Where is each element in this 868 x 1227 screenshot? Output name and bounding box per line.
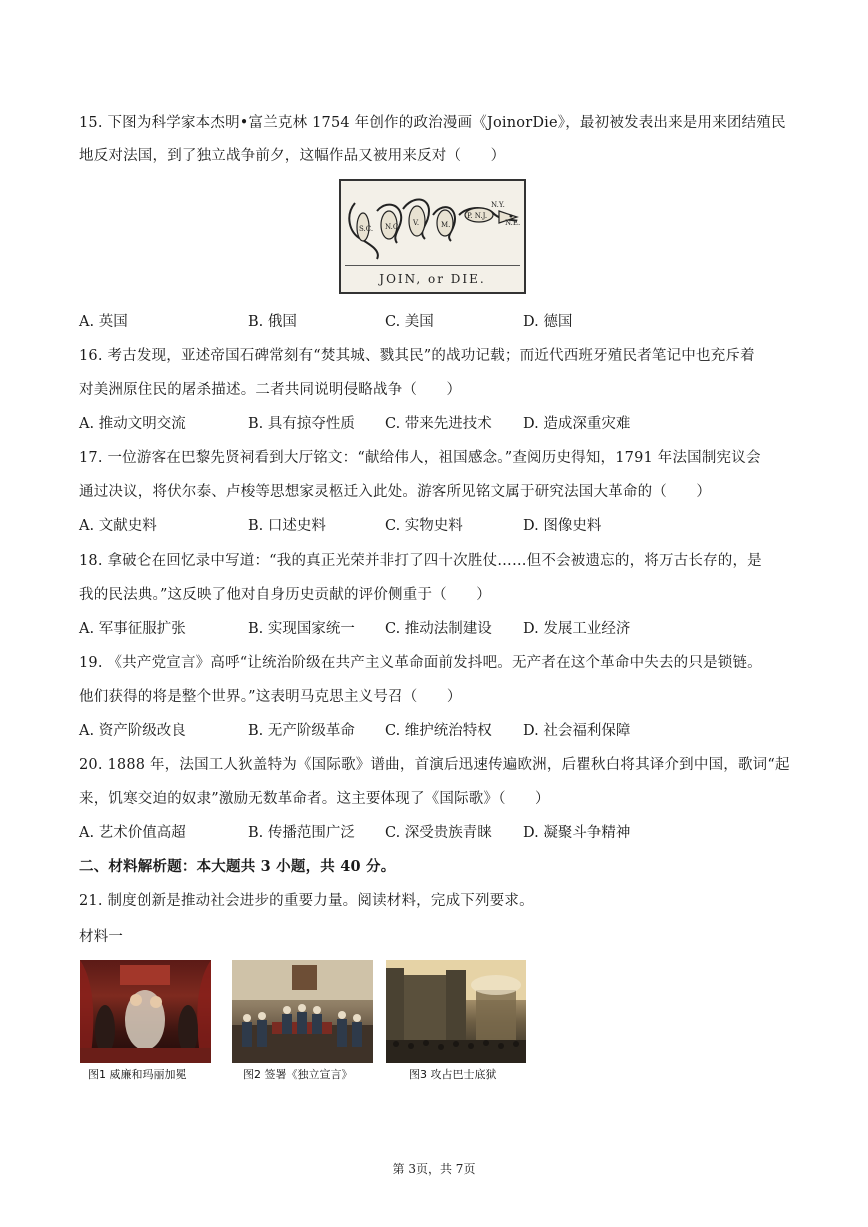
figure-3-image (386, 960, 526, 1063)
figure-1-image (80, 960, 211, 1063)
q18-option-d[interactable]: D. 发展工业经济 (523, 621, 631, 637)
q16-option-c[interactable]: C. 带来先进技术 (385, 416, 492, 432)
q17-options (79, 517, 799, 535)
q18-stem-line1: 18. 拿破仑在回忆录中写道：“我的真正光荣并非打了四十次胜仗……但不会被遗忘的，将万古长存的，是 (79, 553, 762, 569)
q20-option-d[interactable]: D. 凝聚斗争精神 (523, 825, 631, 841)
q17-option-c[interactable]: C. 实物史料 (385, 518, 463, 534)
q20-stem-line2: 来，饥寒交迫的奴隶”激励无数革命者。这主要体现了《国际歌》（ ） (79, 791, 550, 807)
q15-stem-line2: 地反对法国，到了独立战争前夕，这幅作品又被用来反对（ ） (79, 148, 506, 164)
q15-option-b[interactable]: B. 俄国 (248, 314, 297, 330)
q19-option-b[interactable]: B. 无产阶级革命 (248, 723, 355, 739)
figure-3-caption: 图3 攻占巴士底狱 (409, 1068, 497, 1081)
figure-2-caption: 图2 签署《独立宣言》 (243, 1068, 353, 1081)
svg-text:M.: M. (441, 221, 451, 229)
q18-option-c[interactable]: C. 推动法制建设 (385, 621, 492, 637)
q19-options (79, 722, 799, 740)
q20-option-a[interactable]: A. 艺术价值高超 (79, 825, 186, 841)
cartoon-rule (345, 265, 520, 266)
q21-stem: 21. 制度创新是推动社会进步的重要力量。阅读材料，完成下列要求。 (79, 893, 534, 909)
svg-text:P. N.J.: P. N.J. (467, 212, 488, 220)
q17-option-d[interactable]: D. 图像史料 (523, 518, 602, 534)
q15-options (79, 313, 799, 331)
q20-options (79, 824, 799, 842)
q18-option-b[interactable]: B. 实现国家统一 (248, 621, 355, 637)
svg-text:V.: V. (413, 219, 420, 227)
q17-stem-line1: 17. 一位游客在巴黎先贤祠看到大厅铭文：“献给伟人，祖国感念。”查阅历史得知，1791 年法国制宪议会 (79, 450, 761, 466)
q19-option-c[interactable]: C. 维护统治特权 (385, 723, 492, 739)
svg-text:N.Y.: N.Y. (491, 201, 505, 209)
q17-option-a[interactable]: A. 文献史料 (79, 518, 157, 534)
figure-2-image (232, 960, 373, 1063)
q19-option-d[interactable]: D. 社会福利保障 (523, 723, 631, 739)
q17-stem-line2: 通过决议，将伏尔泰、卢梭等思想家灵柩迁入此处。游客所见铭文属于研究法国大革命的（ ） (79, 484, 712, 500)
q15-option-d[interactable]: D. 德国 (523, 314, 573, 330)
q18-option-a[interactable]: A. 军事征服扩张 (79, 621, 186, 637)
q16-options (79, 415, 799, 433)
q16-option-a[interactable]: A. 推动文明交流 (79, 416, 186, 432)
svg-text:N.C.: N.C. (385, 223, 401, 231)
q16-stem-line2: 对美洲原住民的屠杀描述。二者共同说明侵略战争（ ） (79, 382, 462, 398)
figure-1-caption: 图1 威廉和玛丽加冕 (88, 1068, 187, 1081)
q15-option-c[interactable]: C. 美国 (385, 314, 434, 330)
q18-stem-line2: 我的民法典。”这反映了他对自身历史贡献的评价侧重于（ ） (79, 587, 491, 603)
q20-option-c[interactable]: C. 深受贵族青睐 (385, 825, 492, 841)
section-title: 二、材料解析题：本大题共 3 小题，共 40 分。 (79, 858, 396, 875)
material-label: 材料一 (79, 929, 124, 945)
page-footer: 第 3页，共 7页 (392, 1162, 476, 1176)
q20-option-b[interactable]: B. 传播范围广泛 (248, 825, 355, 841)
q16-option-b[interactable]: B. 具有掠夺性质 (248, 416, 355, 432)
q19-stem-line2: 他们获得的将是整个世界。”这表明马克思主义号召（ ） (79, 689, 462, 705)
q17-option-b[interactable]: B. 口述史料 (248, 518, 326, 534)
join-or-die-cartoon (339, 179, 526, 294)
q16-stem-line1: 16. 考古发现，亚述帝国石碑常刻有“焚其城、戮其民”的战功记载；而近代西班牙殖民者笔记中也充斥着 (79, 348, 755, 364)
svg-text:N.E.: N.E. (505, 219, 521, 227)
svg-text:S.C.: S.C. (359, 225, 374, 233)
q20-stem-line1: 20. 1888 年，法国工人狄盖特为《国际歌》谱曲，首演后迅速传遍欧洲，后瞿秋白将其译介到中国，歌词“起 (79, 757, 790, 773)
q16-option-d[interactable]: D. 造成深重灾难 (523, 416, 631, 432)
q19-option-a[interactable]: A. 资产阶级改良 (79, 723, 186, 739)
cartoon-caption: JOIN, or DIE. (379, 272, 486, 286)
q19-stem-line1: 19. 《共产党宣言》高呼“让统治阶级在共产主义革命面前发抖吧。无产者在这个革命中失去的只是锁链。 (79, 655, 762, 671)
q15-option-a[interactable]: A. 英国 (79, 314, 128, 330)
q18-options (79, 620, 799, 638)
q15-stem-line1: 15. 下图为科学家本杰明•富兰克林 1754 年创作的政治漫画《JoinorDie》，最初被发表出来是用来团结殖民 (79, 115, 786, 131)
